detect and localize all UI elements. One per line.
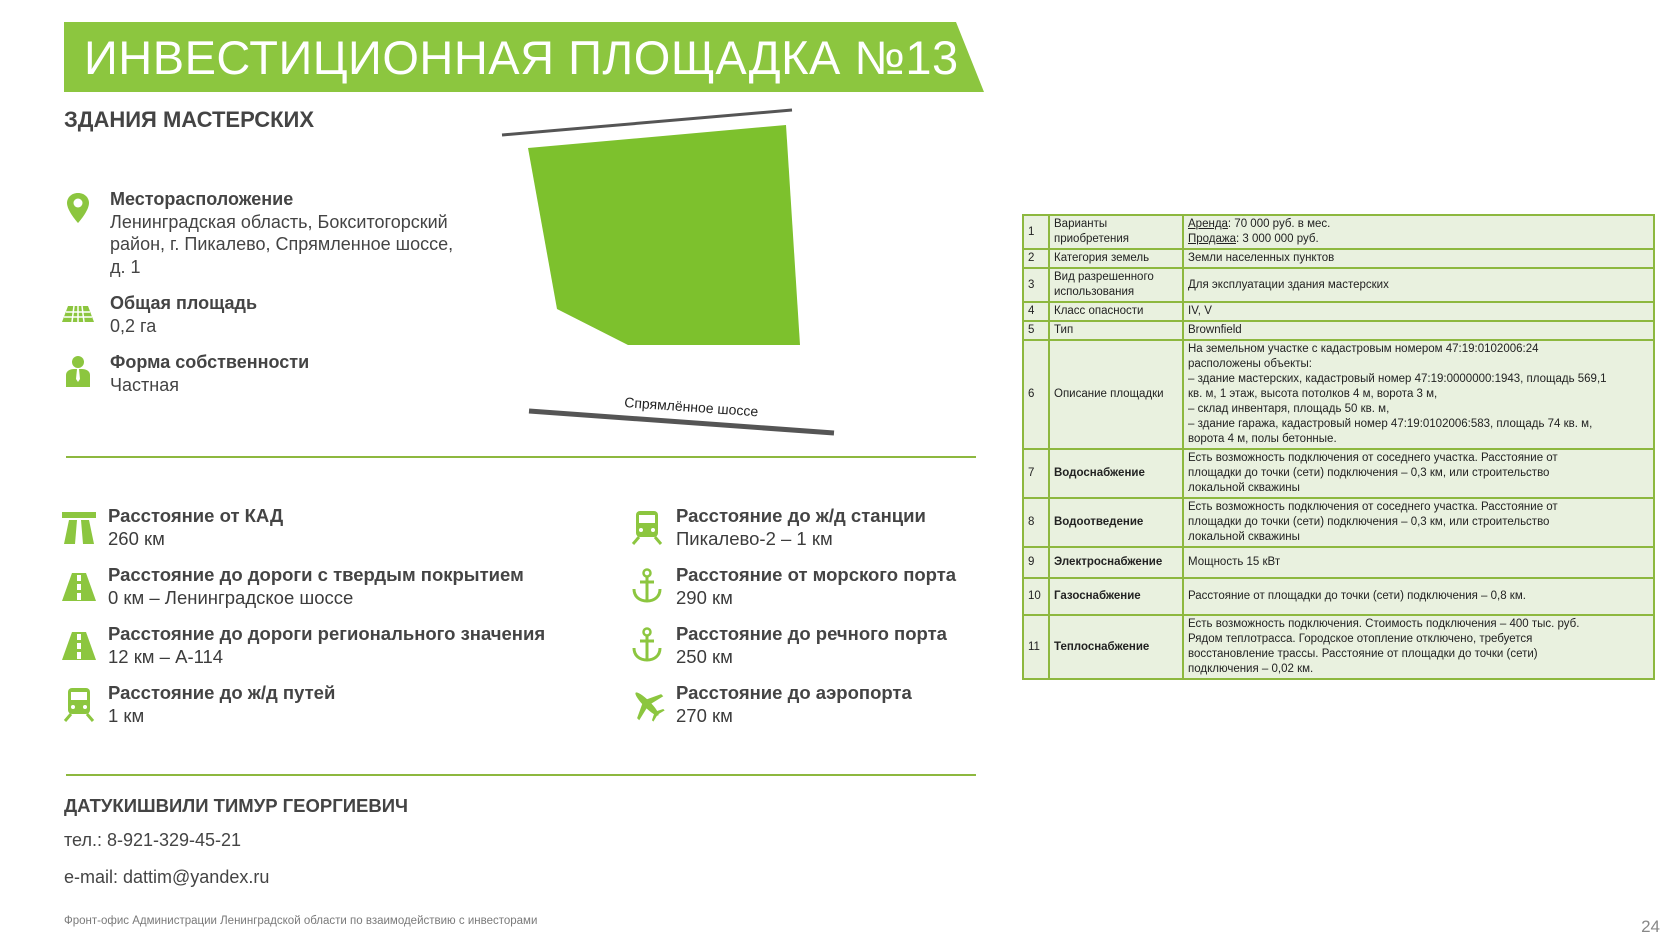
table-row xyxy=(1023,215,1654,249)
anchor-icon xyxy=(628,626,666,664)
value-line: локальной скважины xyxy=(1188,531,1300,543)
map-road xyxy=(529,411,834,433)
value-text: : 3 000 000 руб. xyxy=(1236,233,1319,245)
value-line: площадки до точки (сети) подключения – 0,3 км, или строительство xyxy=(1188,516,1550,528)
row-name: Газоснабжение xyxy=(1049,578,1183,615)
row-number: 6 xyxy=(1023,340,1049,449)
value-line: ворота 4 м, полы бетонные. xyxy=(1188,433,1337,445)
contact-email: e-mail: dattim@yandex.ru xyxy=(64,867,270,887)
row-number: 1 xyxy=(1023,215,1049,249)
table-row xyxy=(1023,302,1654,321)
table-row xyxy=(1023,249,1654,268)
row-name: Водоотведение xyxy=(1049,498,1183,547)
location-pin-icon xyxy=(60,190,96,226)
distance-value: 260 км xyxy=(108,528,165,549)
distance-value: 12 км – А-114 xyxy=(108,646,224,667)
area-grid-icon xyxy=(60,294,96,330)
value-line: площадки до точки (сети) подключения – 0,3 км, или строительство xyxy=(1188,467,1550,479)
distance-value: Пикалево-2 – 1 км xyxy=(676,528,833,549)
row-name: Класс опасности xyxy=(1049,302,1183,321)
map-plot xyxy=(528,125,800,345)
row-value: Расстояние от площадки до точки (сети) подключения – 0,8 км. xyxy=(1183,578,1654,615)
row-number: 4 xyxy=(1023,302,1049,321)
properties-table xyxy=(1022,214,1655,680)
page-title: ИНВЕСТИЦИОННАЯ ПЛОЩАДКА №13 xyxy=(84,31,959,84)
value-text: : 70 000 руб. в мес. xyxy=(1227,218,1331,230)
row-value xyxy=(1183,215,1654,249)
row-name: Тип xyxy=(1049,321,1183,340)
info-label: Общая площадь xyxy=(110,293,258,313)
table-row xyxy=(1023,615,1654,679)
distance-label: Расстояние до аэропорта xyxy=(676,682,912,703)
value-line: Есть возможность подключения. Стоимость подключения – 400 тыс. руб. xyxy=(1188,618,1580,630)
row-name: Электроснабжение xyxy=(1049,547,1183,578)
row-name: Варианты приобретения xyxy=(1049,215,1183,249)
row-name: Водоснабжение xyxy=(1049,449,1183,498)
row-number: 2 xyxy=(1023,249,1049,268)
value-line: расположены объекты: xyxy=(1188,358,1312,370)
distance-label: Расстояние до речного порта xyxy=(676,623,947,644)
value-line: – склад инвентаря, площадь 50 кв. м, xyxy=(1188,403,1390,415)
divider-bottom xyxy=(66,774,976,776)
info-value-line: Ленинградская область, Бокситогорский xyxy=(110,211,448,232)
table-row xyxy=(1023,449,1654,498)
anchor-icon xyxy=(628,567,666,605)
distance-value: 0 км – Ленинградское шоссе xyxy=(108,587,354,608)
value-line: Рядом теплотрасса. Городское отопление отключено, требуется xyxy=(1188,633,1533,645)
distance-label: Расстояние до ж/д станции xyxy=(676,505,926,526)
row-number: 10 xyxy=(1023,578,1049,615)
value-line: – здание гаража, кадастровый номер 47:19:0102006:583, площадь 74 кв. м, xyxy=(1188,418,1593,430)
value-line: кв. м, 1 этаж, высота потолков 4 м, ворота 3 м, xyxy=(1188,388,1438,400)
row-value xyxy=(1183,449,1654,498)
value-line: Есть возможность подключения от соседнего участка. Расстояние от xyxy=(1188,452,1558,464)
row-number: 11 xyxy=(1023,615,1049,679)
row-value: IV, V xyxy=(1183,302,1654,321)
value-line: На земельном участке с кадастровым номером 47:19:0102006:24 xyxy=(1188,343,1539,355)
row-number: 7 xyxy=(1023,449,1049,498)
value-underlined: Аренда xyxy=(1188,218,1228,230)
distance-label: Расстояние от морского порта xyxy=(676,564,957,585)
table-row xyxy=(1023,547,1654,578)
train-icon xyxy=(628,508,666,546)
table-row xyxy=(1023,498,1654,547)
info-value-line: д. 1 xyxy=(110,256,141,277)
value-line: Есть возможность подключения от соседнего участка. Расстояние от xyxy=(1188,501,1558,513)
row-value: Brownfield xyxy=(1183,321,1654,340)
value-line: – здание мастерских, кадастровый номер 47:19:0000000:1943, площадь 569,1 xyxy=(1188,373,1607,385)
divider-top xyxy=(66,456,976,458)
distance-label: Расстояние до ж/д путей xyxy=(108,682,336,703)
info-value-line: 0,2 га xyxy=(110,315,157,336)
value-underlined: Продажа xyxy=(1188,233,1236,245)
contact-name: ДАТУКИШВИЛИ ТИМУР ГЕОРГИЕВИЧ xyxy=(64,795,409,816)
value-line: локальной скважины xyxy=(1188,482,1300,494)
row-number: 8 xyxy=(1023,498,1049,547)
table-row xyxy=(1023,340,1654,449)
row-name: Описание площадки xyxy=(1049,340,1183,449)
distance-label: Расстояние до дороги регионального значения xyxy=(108,623,546,644)
distance-label: Расстояние от КАД xyxy=(108,505,284,526)
train-icon xyxy=(60,685,98,723)
row-name: Категория земель xyxy=(1049,249,1183,268)
row-value xyxy=(1183,615,1654,679)
value-line: подключения – 0,02 км. xyxy=(1188,663,1314,675)
owner-person-icon xyxy=(60,353,96,389)
distance-label: Расстояние до дороги с твердым покрытием xyxy=(108,564,524,585)
row-number: 9 xyxy=(1023,547,1049,578)
table-row xyxy=(1023,578,1654,615)
row-value xyxy=(1183,340,1654,449)
road-icon xyxy=(60,567,98,605)
row-value: Для эксплуатации здания мастерских xyxy=(1183,268,1654,302)
value-line: восстановление трассы. Расстояние от площадки до точки (сети) xyxy=(1188,648,1538,660)
info-value-line: район, г. Пикалево, Спрямленное шоссе, xyxy=(110,234,454,254)
row-name: Вид разрешенного использования xyxy=(1049,268,1183,302)
info-label: Месторасположение xyxy=(110,189,294,209)
footer-text: Фронт-офис Администрации Ленинградской области по взаимодействию с инвесторами xyxy=(64,915,538,927)
distance-value: 1 км xyxy=(108,705,145,726)
info-value-line: Частная xyxy=(110,374,179,395)
table-row xyxy=(1023,321,1654,340)
distance-value: 270 км xyxy=(676,705,733,726)
map-road-label: Спрямлённое шоссе xyxy=(623,394,759,420)
row-value: Мощность 15 кВт xyxy=(1183,547,1654,578)
row-number: 5 xyxy=(1023,321,1049,340)
contact-phone: тел.: 8-921-329-45-21 xyxy=(64,830,242,850)
highway-icon xyxy=(60,508,98,546)
page-number: 24 xyxy=(1641,917,1660,936)
row-name: Теплоснабжение xyxy=(1049,615,1183,679)
row-value xyxy=(1183,498,1654,547)
row-number: 3 xyxy=(1023,268,1049,302)
airplane-icon xyxy=(628,685,666,723)
road-icon xyxy=(60,626,98,664)
table-row xyxy=(1023,268,1654,302)
row-value: Земли населенных пунктов xyxy=(1183,249,1654,268)
title-banner xyxy=(64,22,984,92)
site-map xyxy=(500,105,840,445)
distance-value: 250 км xyxy=(676,646,733,667)
distance-value: 290 км xyxy=(676,587,733,608)
page-subtitle: ЗДАНИЯ МАСТЕРСКИХ xyxy=(64,107,315,132)
info-label: Форма собственности xyxy=(110,352,310,372)
